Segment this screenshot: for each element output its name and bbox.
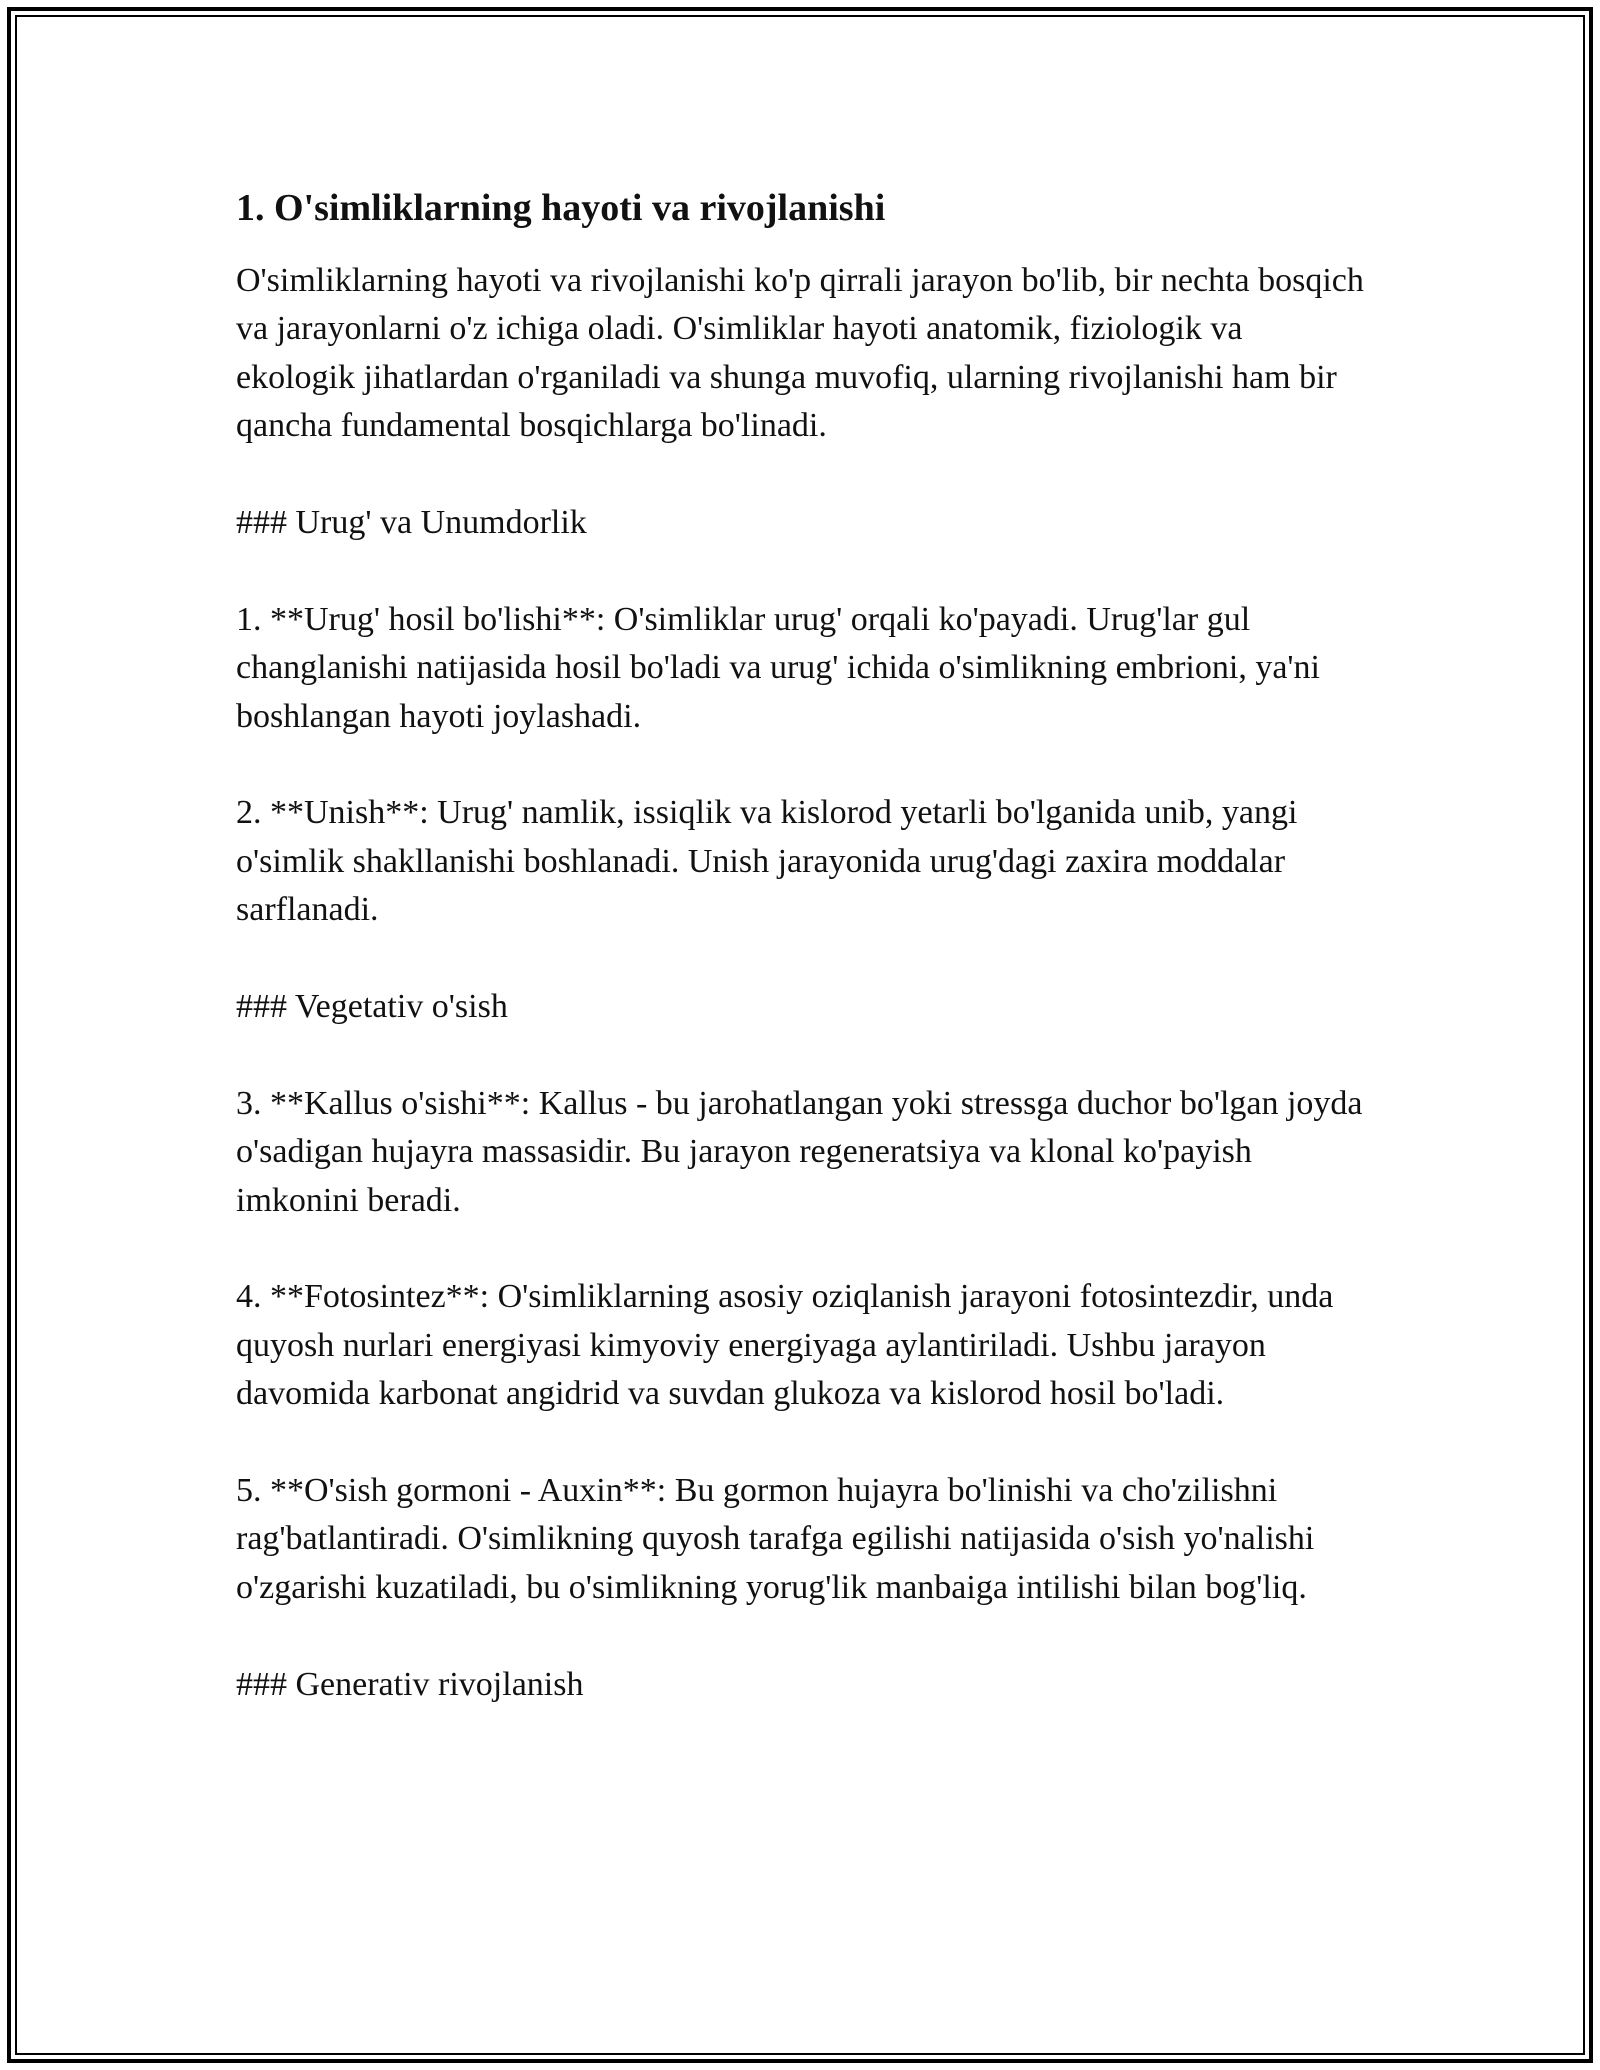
section-heading-urug: ### Urug' va Unumdorlik [236, 504, 587, 542]
list-item-fotosintez: 4. **Fotosintez**: O'simliklarning asosiy oziqlanish jarayoni fotosintezdir, unda quyosh nurlari energiyasi kimyoviy energiyaga aylantiriladi. Ushbu jarayon davomida karbonat angidrid va suvdan glukoza va kislorod hosil bo'ladi. [236, 1278, 1334, 1413]
document-title: 1. O'simliklarning hayoti va rivojlanishi [236, 187, 886, 229]
list-item-unish: 2. **Unish**: Urug' namlik, issiqlik va kislorod yetarli bo'lganida unib, yangi o'simlik shakllanishi boshlanadi. Unish jarayonida urug'dagi zaxira moddalar sarflanadi. [236, 794, 1298, 929]
section-heading-vegetativ: ### Vegetativ o'sish [236, 988, 508, 1026]
document-body [236, 184, 1366, 1709]
list-item-urug-hosil: 1. **Urug' hosil bo'lishi**: O'simliklar urug' orqali ko'payadi. Urug'lar gul changlanishi natijasida hosil bo'ladi va urug' ichida o'simlikning embrioni, ya'ni boshlangan hayoti joylashadi. [236, 600, 1320, 735]
intro-paragraph: O'simliklarning hayoti va rivojlanishi ko'p qirrali jarayon bo'lib, bir nechta bosqich va jarayonlarni o'z ichiga oladi. O'simliklar hayoti anatomik, fiziologik va ekologik jihatlardan o'rganiladi va shunga muvofiq, ularning rivojlanishi ham bir qancha fundamental bosqichlarga bo'linadi. [236, 262, 1364, 445]
section-heading-generativ: ### Generativ rivojlanish [236, 1665, 584, 1703]
list-item-kallus: 3. **Kallus o'sishi**: Kallus - bu jarohatlangan yoki stressga duchor bo'lgan joyda o'sadigan hujayra massasidir. Bu jarayon regeneratsiya va klonal ko'payish imkonini beradi. [236, 1084, 1363, 1219]
list-item-auxin: 5. **O'sish gormoni - Auxin**: Bu gormon hujayra bo'linishi va cho'zilishni rag'batlantiradi. O'simlikning quyosh tarafga egilishi natijasida o'sish yo'nalishi o'zgarishi kuzatiladi, bu o'simlikning yorug'lik manbaiga intilishi bilan bog'liq. [236, 1472, 1315, 1606]
